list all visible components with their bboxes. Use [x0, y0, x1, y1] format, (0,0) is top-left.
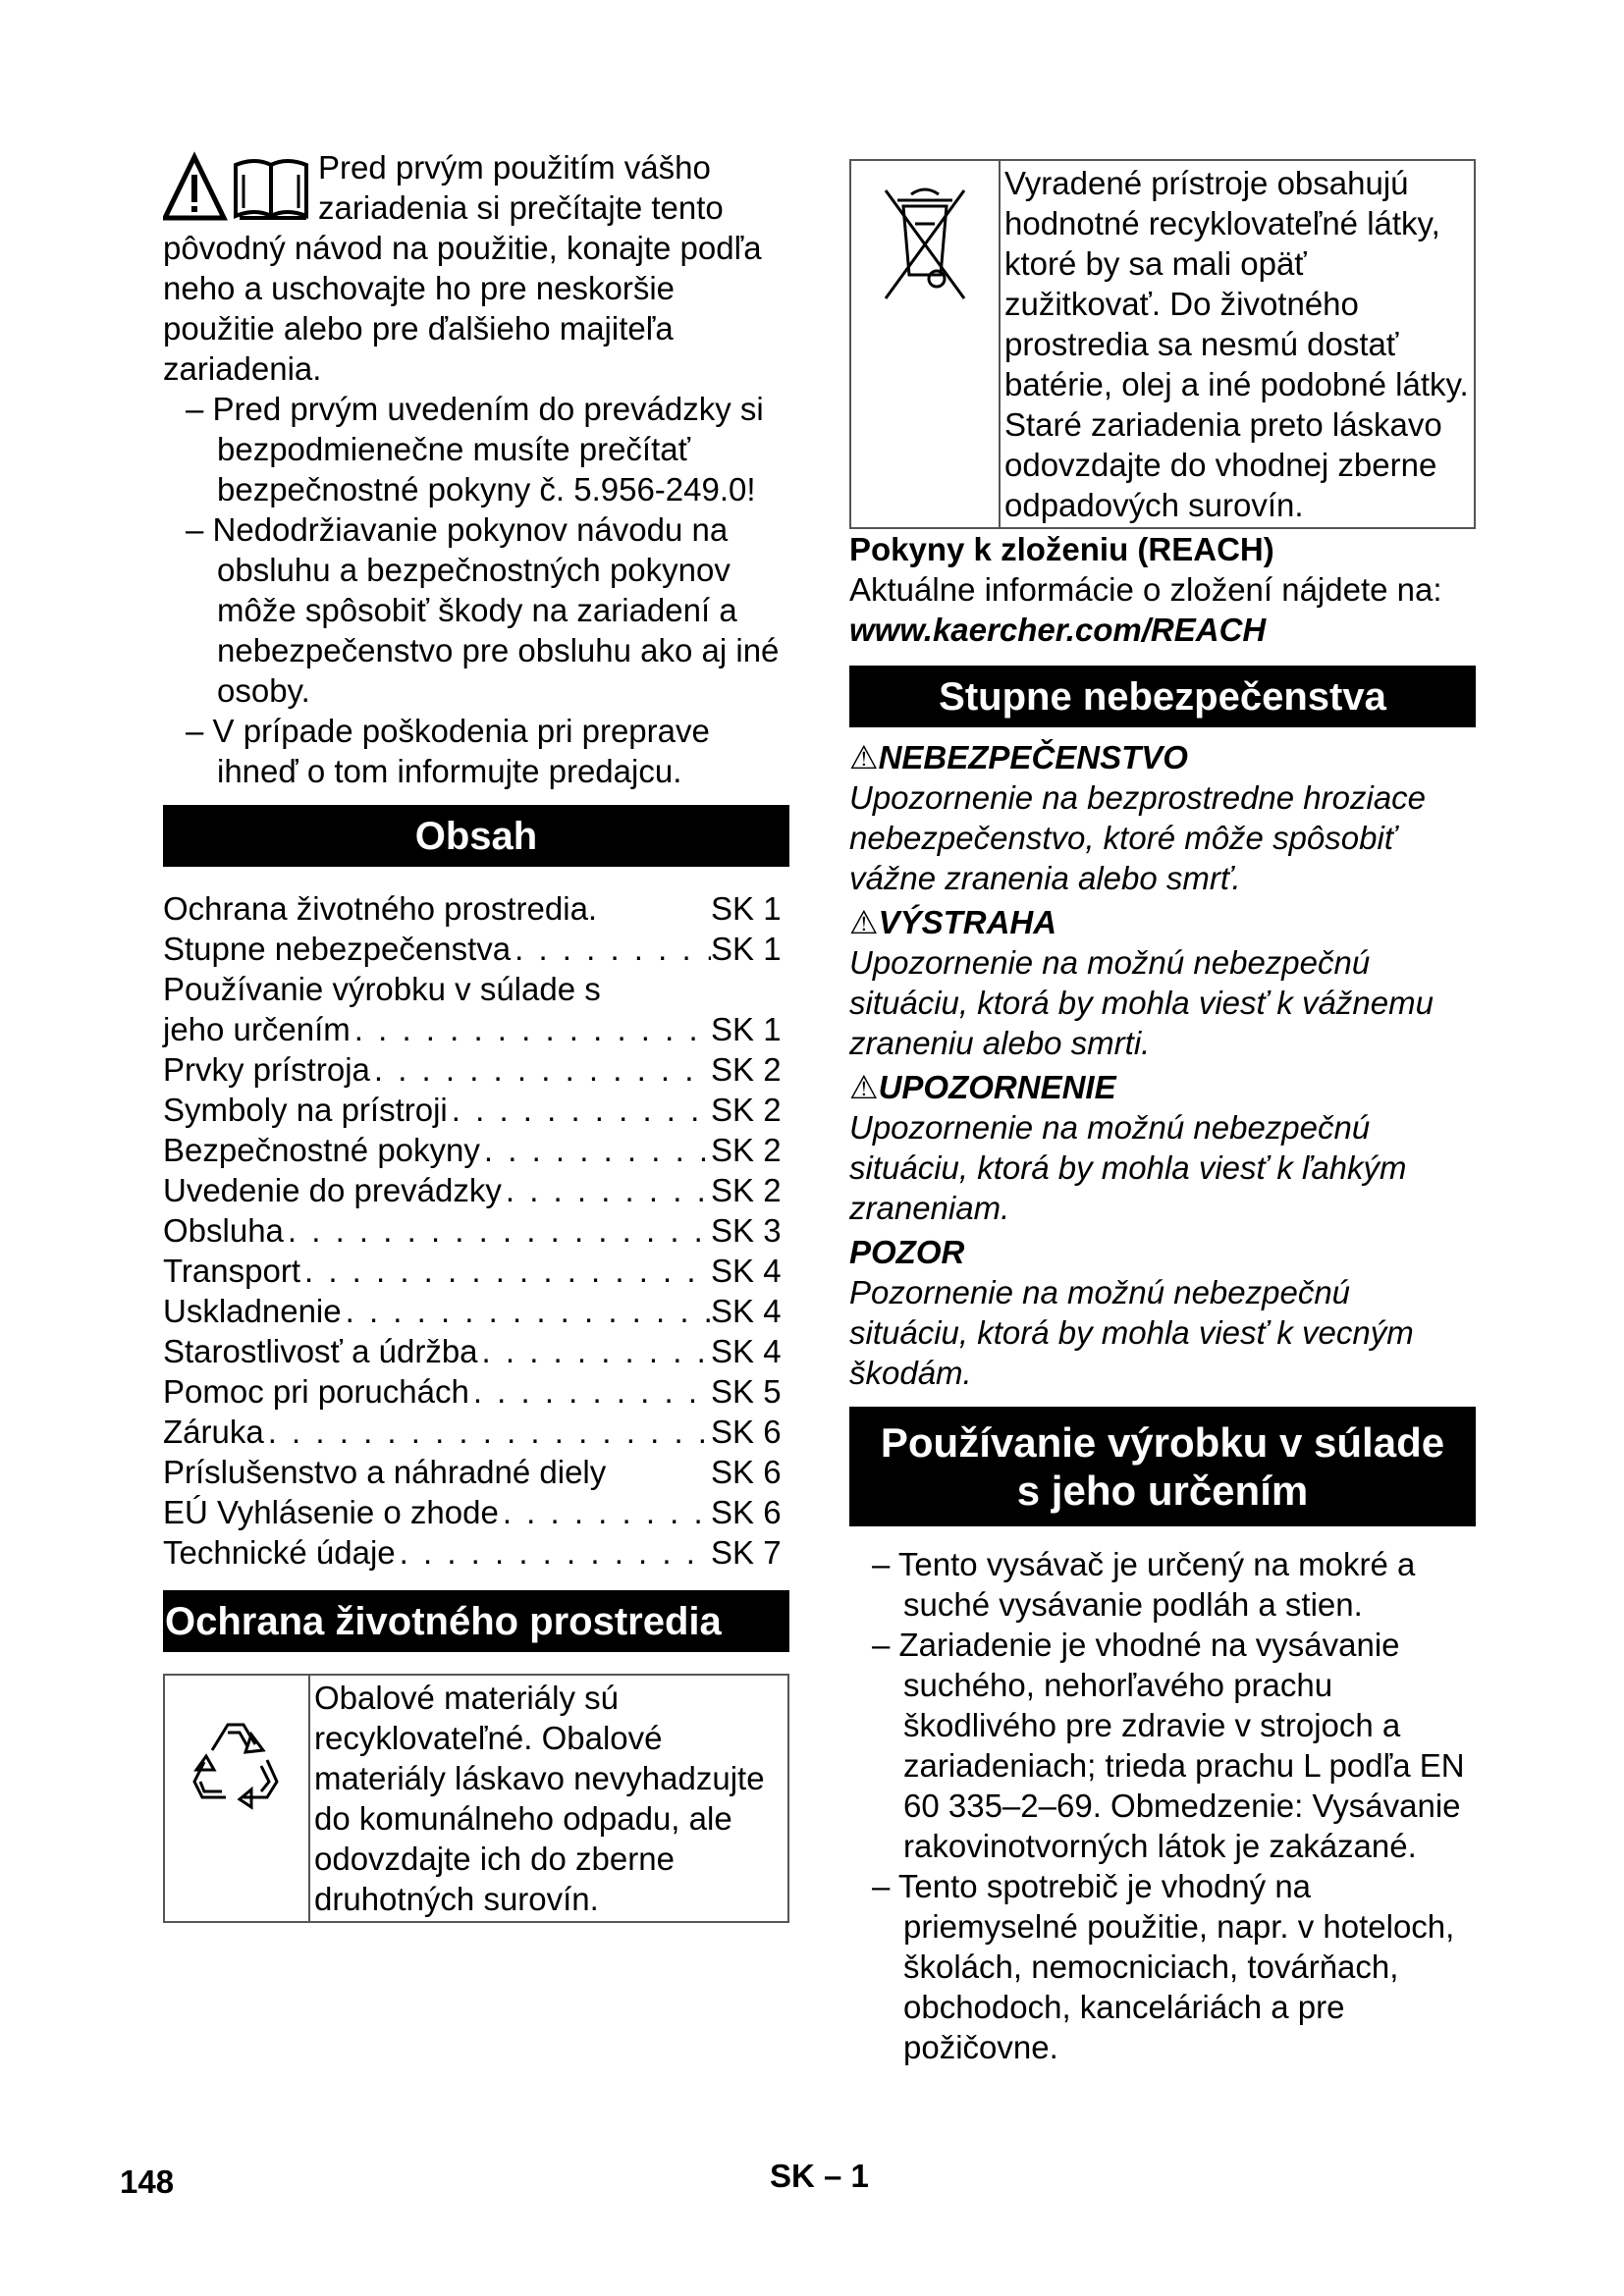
hazard-level-caution: ⚠UPOZORNENIE — [849, 1069, 1116, 1105]
toc-item[interactable]: Pomoc pri poruchách . . . SK 5 — [163, 1371, 789, 1412]
toc-item[interactable]: Prvky prístroja . . . SK 2 — [163, 1049, 789, 1090]
usage-heading — [849, 1407, 1476, 1526]
right-column — [849, 159, 1476, 2067]
toc-item[interactable]: Transport . . . SK 4 — [163, 1251, 789, 1291]
hazard-heading: Stupne nebezpečenstva — [849, 666, 1476, 727]
section-code: SK — [770, 2158, 815, 2194]
disposal-info-box — [849, 159, 1476, 529]
toc-item[interactable]: Príslušenstvo a náhradné diely SK 6 — [163, 1454, 782, 1490]
packaging-info-box — [163, 1674, 789, 1923]
warning-manual-icon — [163, 151, 312, 224]
hazard-level-warning: ⚠VÝSTRAHA — [849, 904, 1057, 940]
toc-item[interactable]: jeho určením . . . SK 1 — [163, 1009, 789, 1049]
usage-bullet-1: – Tento vysávač je určený na mokré a suché vysávanie podláh a stien. — [872, 1546, 1416, 1623]
toc-item[interactable]: Bezpečnostné pokyny . . . SK 2 — [163, 1130, 789, 1170]
usage-bullet-2: – Zariadenie je vhodné na vysávanie suchého, nehorľavého prachu škodlivého pre zdravie v strojoch a zariadeniach; trieda prachu L podľa EN 60 335–2–69. Obmedzenie: Vysávanie rakovinotvorných látok je zakázané. — [872, 1627, 1465, 1864]
toc-item[interactable]: Symboly na prístroji . . . SK 2 — [163, 1090, 789, 1130]
toc-item[interactable]: Uvedenie do prevádzky . . . SK 2 — [163, 1170, 789, 1210]
toc-item[interactable]: Stupne nebezpečenstva . . . SK 1 — [163, 929, 789, 969]
toc-item[interactable]: Starostlivosť a údržba . . . SK 4 — [163, 1331, 789, 1371]
usage-bullet-3: – Tento spotrebič je vhodný na priemyselné použitie, napr. v hoteloch, školách, nemocniciach, továrňach, obchodoch, kanceláriách a pre požičovne. — [872, 1868, 1455, 2065]
usage-heading-line-2: s jeho určením — [1016, 1468, 1309, 1514]
manual-book-icon — [236, 161, 306, 218]
bin-cell — [851, 161, 1001, 527]
recycle-icon — [183, 1705, 291, 1813]
hazard-level-warning-text: Upozornenie na možnú nebezpečnú situáciu, ktorá by mohla viesť k vážnemu zraneniu alebo smrti. — [849, 944, 1434, 1061]
toc-item[interactable]: Uskladnenie . . . SK 4 — [163, 1291, 789, 1331]
intro-bullet-3: – V prípade poškodenia pri preprave ihneď o tom informujte predajcu. — [186, 713, 710, 789]
hazard-level-danger: ⚠NEBEZPEČENSTVO — [849, 739, 1188, 775]
hazard-level-notice: POZOR — [849, 1234, 965, 1270]
table-of-contents — [163, 888, 789, 1573]
left-column — [163, 147, 789, 1923]
reach-link[interactable]: www.kaercher.com/REACH — [849, 612, 1267, 648]
page-number: 148 — [120, 2163, 175, 2200]
toc-item[interactable]: Technické údaje . . . SK 7 — [163, 1532, 789, 1573]
reach-text: Aktuálne informácie o zložení nájdete na: — [849, 571, 1442, 608]
section-page: – 1 — [824, 2158, 869, 2194]
toc-item[interactable]: Používanie výrobku v súlade s — [163, 971, 601, 1007]
toc-item[interactable]: Ochrana životného prostredia. SK 1 — [163, 890, 782, 927]
disposal-text: Vyradené prístroje obsahujú hodnotné recyklovateľné látky, ktoré by sa mali opäť zužitkovať. Do životného prostredia sa nesmú dostať batérie, olej a iné podobné látky. Staré zariadenia preto láskavo odovzdajte do vhodnej zberne odpadových surovín. — [1004, 165, 1469, 523]
intro-section — [163, 147, 789, 389]
intro-bullet-1: – Pred prvým uvedením do prevádzky si bezpodmienečne musíte prečítať bezpečnostné pokyny č. 5.956-249.0! — [186, 391, 764, 507]
environment-heading: Ochrana životného prostredia — [163, 1590, 789, 1652]
toc-item[interactable]: EÚ Vyhlásenie o zhode . . . SK 6 — [163, 1492, 789, 1532]
crossed-bin-icon — [876, 181, 974, 308]
intro-bullet-2: – Nedodržiavanie pokynov návodu na obsluhu a bezpečnostných pokynov môže spôsobiť škody na zariadení a nebezpečenstvo pre obsluhu ako aj iné osoby. — [186, 511, 780, 709]
toc-item[interactable]: Záruka . . . SK 6 — [163, 1412, 789, 1452]
hazard-level-notice-text: Pozornenie na možnú nebezpečnú situáciu, ktorá by mohla viesť k vecným škodám. — [849, 1274, 1414, 1391]
section-page-label — [770, 2156, 869, 2196]
warning-triangle-icon — [165, 157, 224, 218]
hazard-level-danger-text: Upozornenie na bezprostredne hroziace nebezpečenstvo, ktoré môže spôsobiť vážne zranenia alebo smrť. — [849, 779, 1427, 896]
packaging-text: Obalové materiály sú recyklovateľné. Obalové materiály láskavo nevyhadzujte do komunálneho odpadu, ale odovzdajte ich do zberne druhotných surovín. — [314, 1680, 765, 1917]
toc-item[interactable]: Obsluha . . . SK 3 — [163, 1210, 789, 1251]
reach-title: Pokyny k zloženiu (REACH) — [849, 531, 1274, 567]
recycle-cell — [165, 1676, 310, 1921]
intro-paragraph: Pred prvým použitím vášho zariadenia si prečítajte tento pôvodný návod na použitie, konajte podľa neho a uschovajte ho pre neskoršie použitie alebo pre ďalšieho majiteľa zariadenia. — [163, 149, 762, 387]
hazard-level-caution-text: Upozornenie na možnú nebezpečnú situáciu, ktorá by mohla viesť k ľahkým zraneniam. — [849, 1109, 1407, 1226]
usage-heading-line-1: Používanie výrobku v súlade — [880, 1419, 1445, 1466]
toc-heading: Obsah — [163, 805, 789, 867]
